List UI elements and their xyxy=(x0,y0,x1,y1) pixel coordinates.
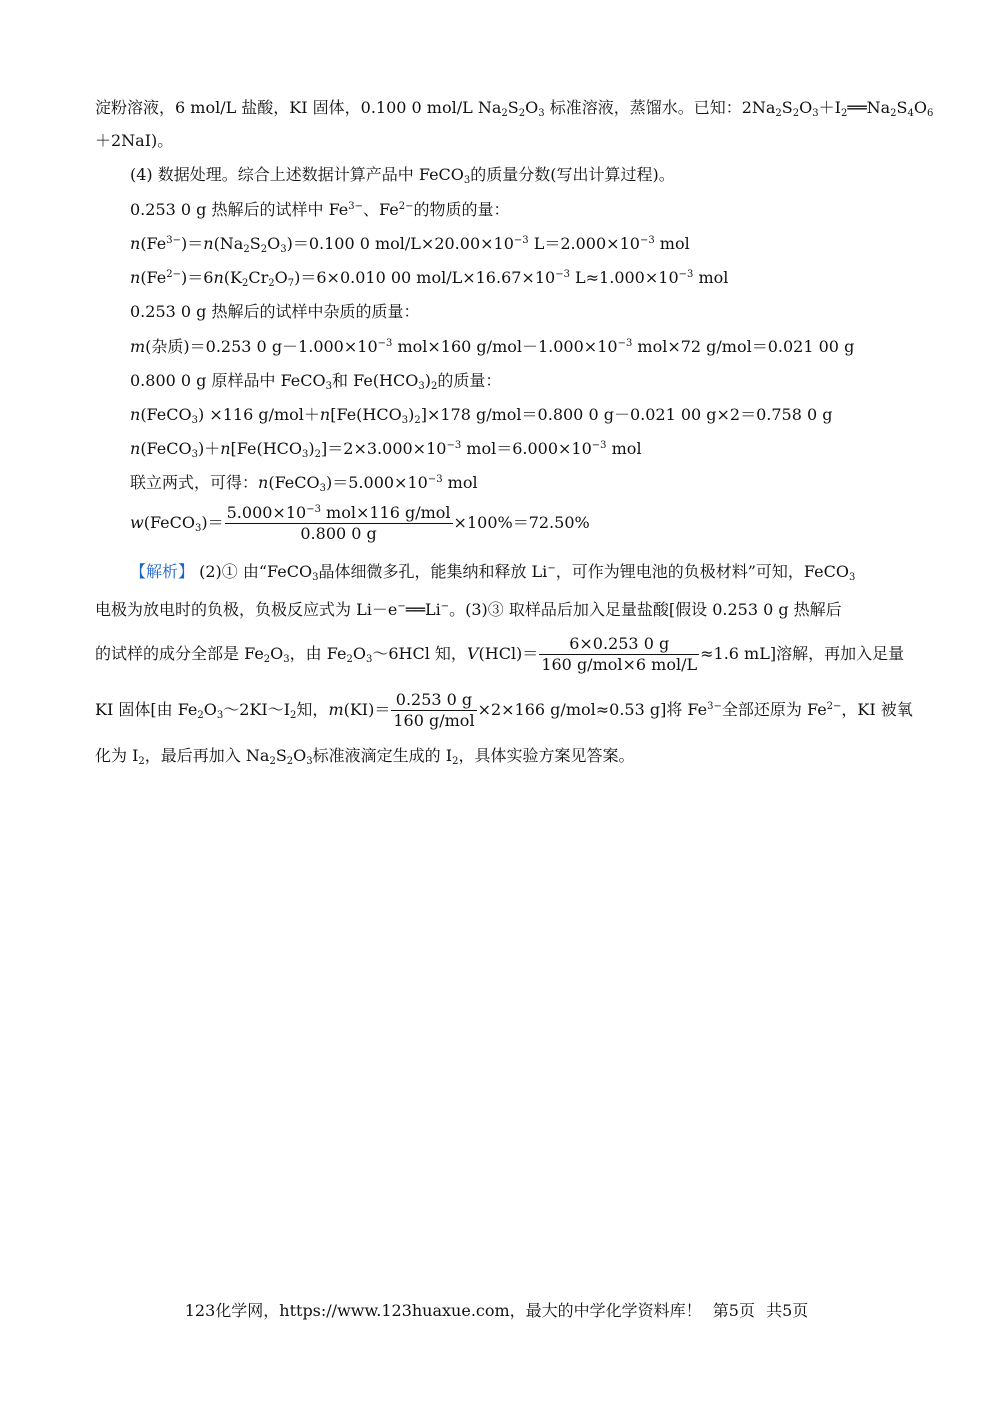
text: 淀粉溶液，6 mol/L 盐酸，KI 固体，0.100 0 mol/L Na xyxy=(95,98,502,117)
solution-line-1: 0.253 0 g 热解后的试样中 $Fe^{3-}$、$Fe^{2-}$的物质的量： xyxy=(130,200,510,219)
analysis-line-1: 【解析】 (2)① 由“FeCO$_3$晶体细微多孔，能集纳和释放 Li−，可作为锂电池的负极材料”可知，FeCO$_3$ xyxy=(130,562,856,583)
fraction: $\frac{5.000\times 10^{-3} mol\times 116 g/mol}{0.800 0 g}$ xyxy=(226,503,451,543)
fraction: $\frac{6\times 0.253 0 g}{\text{160 g/mol×6 mol/L}}$ xyxy=(541,634,698,674)
solution-line-6: 0.800 0 g 原样品中 FeCO$_3$和 $Fe(HCO_3)_2$的质量： xyxy=(130,371,502,392)
solution-line-3: $n(Fe^{2-})=6n(K_2Cr_2O_7)=6\times 0.010$ 00 mol/$L\times 16.67\times 10^{-3}$ $L\approx 1.000\times 10^{-3}$ mol xyxy=(130,268,729,289)
reagents-line-2: ＋2NaI)。 xyxy=(95,131,174,150)
analysis-line-2: 电极为放电时的负极，负极反应式为 Li－e−══Li−。(3)③ 取样品后加入足量盐酸[假设 0.253 0 g 热解后 xyxy=(95,600,842,619)
solution-line-10: w(FeCO$_3$)＝ $\frac{5.000\times 10^{-3} mol\times 116 g/mol}{0.800 0 g}$ ×100%＝72.50% xyxy=(130,503,590,543)
analysis-line-3: 的试样的成分全部是 $Fe_2O_3$，由 $Fe_2O_3\sim 6HCl$ 知，V(HCl)＝ $\frac{6\times 0.253 0 g}{\text{160 g/mol×6 mol/L}}$ ≈1.6 mL]溶解，再加入足量 xyxy=(95,634,905,674)
solution-line-4: 0.253 0 g 热解后的试样中杂质的质量： xyxy=(130,302,420,321)
text: 标准溶液，蒸馏水。已知：2Na xyxy=(549,98,776,117)
solution-line-2: $n(Fe^{3-})=n(Na_2S_2O_3)=0.100$ 0 mol/$L\times 20.00\times 10^{-3}$ $L=2.000\times 10^{-3}$ mol xyxy=(130,234,690,255)
solution-line-5: m(杂质)＝0.253 0 $g-1.000\times 10^{-3}$ mol×160 $g/mol-1.000\times 10^{-3}$ mol×72 g/mol＝0.021 00 g xyxy=(130,337,855,356)
analysis-line-5: 化为 $I_2$，最后再加入 $Na_2S_2O_3$标准液滴定生成的 $I_2$，具体实验方案见答案。 xyxy=(95,746,635,767)
question-4: (4) 数据处理。综合上述数据计算产品中 FeCO$_3$的质量分数(写出计算过程)。 xyxy=(130,165,675,186)
footer-total-pages: 共5页 xyxy=(766,1301,809,1320)
solution-line-9: 联立两式，可得：$n(FeCO_3)=5.000\times 10^{-3}$ mol xyxy=(130,473,478,494)
fraction: $\frac{0.253 0 g}{\text{160 g/mol}}$ xyxy=(393,690,475,730)
footer-page-number: 第5页 xyxy=(712,1301,755,1320)
solution-line-7: n(FeCO$_3$) ×116 $g/mol+n[Fe(HCO_3)_2]\times 178$ g/mol＝0.800 0 g－0.021 00 g×2＝0.758 0 g xyxy=(130,405,833,426)
page-footer xyxy=(0,1298,993,1321)
analysis-label: 【解析】 xyxy=(130,562,195,581)
solution-line-8: $n(FeCO_3)+n[Fe(HCO_3)_2]=2\times 3.000\times 10^{-3}$ $mol=6.000\times 10^{-3}$ mol xyxy=(130,439,642,460)
footer-site-text: 123化学网，https://www.123huaxue.com，最大的中学化学资料库！ xyxy=(184,1301,702,1320)
analysis-line-4: KI 固体[由 $Fe_2O_3\sim 2KI\sim I_2$知，m(KI)＝ $\frac{0.253 0 g}{\text{160 g/mol}}$ ×2×166 g/mol≈0.53 g]将 $Fe^{3-}$全部还原为 $Fe^{2-}$，KI 被氧 xyxy=(95,690,913,730)
reagents-line-1: 淀粉溶液，6 mol/L 盐酸，KI 固体，0.100 0 mol/L $Na_2S_2O_3$ 标准溶液，蒸馏水。已知：$2Na_2S_2O_3+I_2══Na_2S_4O_6$ xyxy=(95,98,934,119)
